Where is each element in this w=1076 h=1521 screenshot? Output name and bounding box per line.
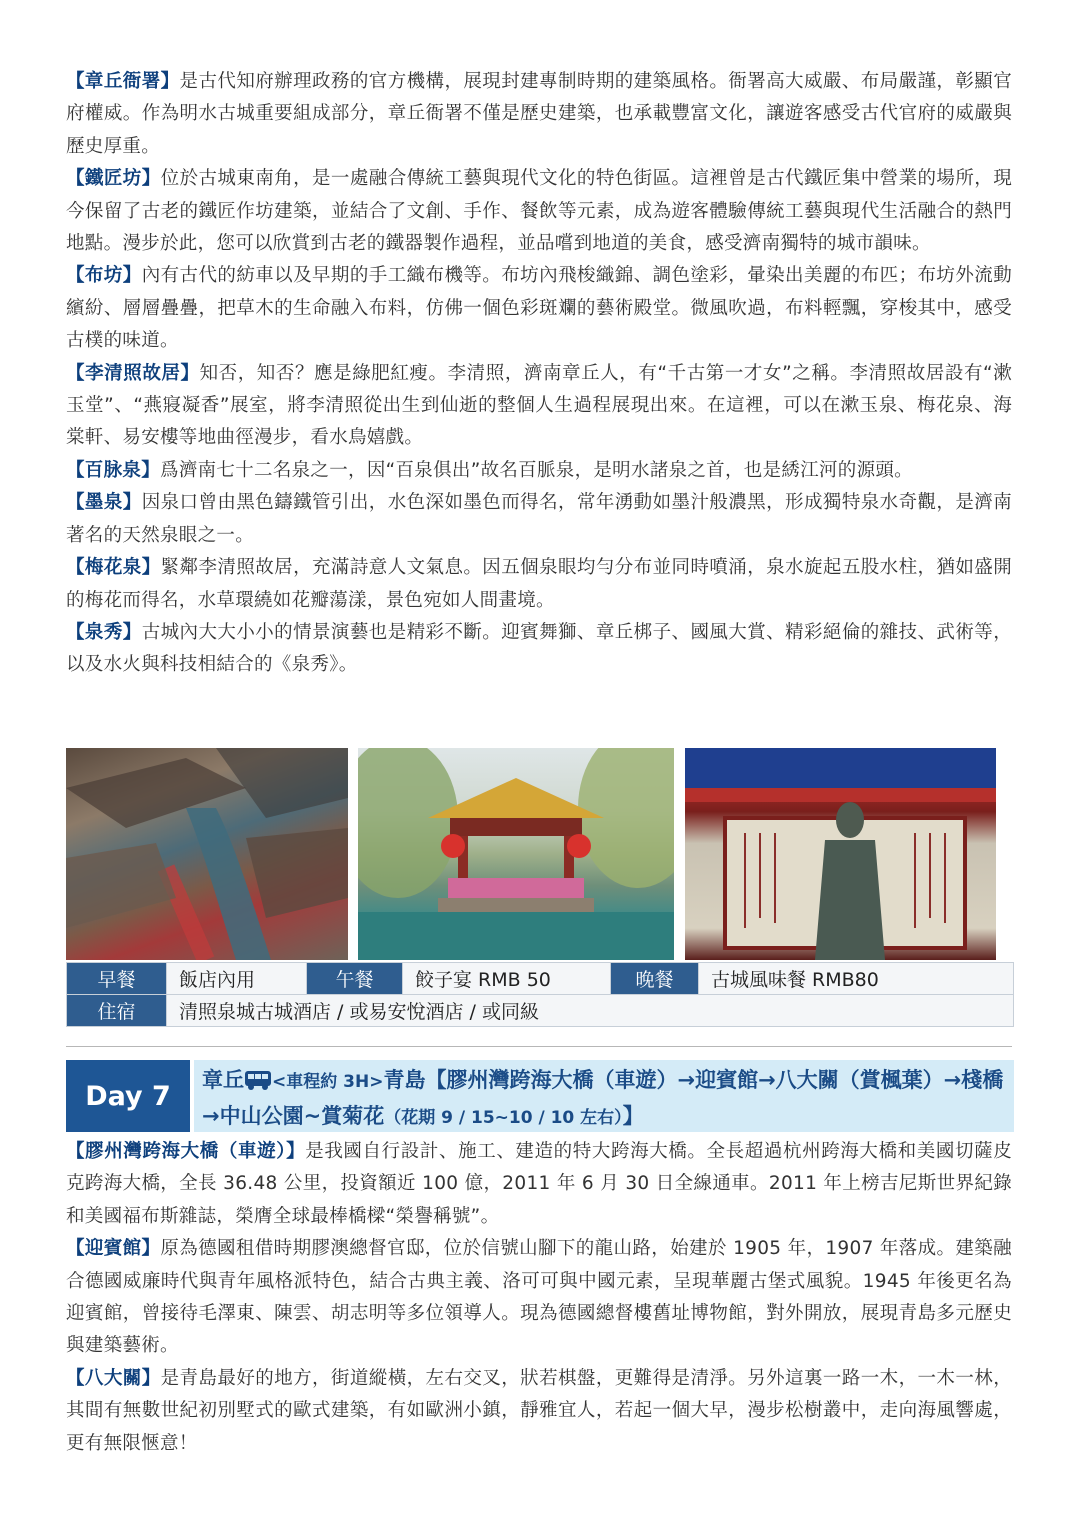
section-text: 古城內大大小小的情景演藝也是精彩不斷。迎賓舞獅、章丘梆子、國風大賞、精彩絕倫的雜技、武術等，以及水火與科技相結合的《泉秀》。 bbox=[66, 621, 1013, 676]
section-title: 【泉秀】 bbox=[66, 621, 142, 643]
drive-time: <車程約 3H> bbox=[272, 1072, 384, 1092]
section-title: 【鐵匠坊】 bbox=[66, 168, 161, 190]
attraction-list-bottom bbox=[66, 1136, 1012, 1460]
section-text: 是青島最好的地方，街道縱橫，左右交叉，狀若棋盤，更難得是清淨。另外這裏一路一木，一木一林，其間有無數世紀初別墅式的歐式建築，有如歐洲小鎮，靜雅宜人，若起一個大早，漫步松樹叢中，走向海風響處，更有無限愜意！ bbox=[66, 1367, 1012, 1454]
section-text: 位於古城東南角，是一處融合傳統工藝與現代文化的特色街區。這裡曾是古代鐵匠集中營業的場所，現今保留了古老的鐵匠作坊建築，並結合了文創、手作、餐飲等元素，成為遊客體驗傳統工藝與現代生活融合的熱門地點。漫步於此，您可以欣賞到古老的鐵器製作過程，並品嚐到地道的美食，感受濟南獨特的城市韻味。 bbox=[66, 168, 1012, 255]
section-li-qingzhao-residence bbox=[66, 358, 1012, 455]
section-text: 緊鄰李清照故居，充滿詩意人文氣息。因五個泉眼均勻分布並同時噴涌，泉水旋起五股水柱，猶如盛開的梅花而得名，水草環繞如花瓣蕩漾，景色宛如人間畫境。 bbox=[66, 557, 1012, 611]
section-divider bbox=[66, 1046, 1012, 1047]
section-mo-spring bbox=[66, 487, 1012, 552]
section-text: 原為德國租借時期膠澳總督官邸，位於信號山腳下的龍山路，始建於 1905 年，1907 年落成。建築融合德國威廉時代與青年風格派特色，結合古典主義、洛可可與中國元素，呈現華麗古堡式風貌。1945 年後更名為迎賓館，曾接待毛澤東、陳雲、胡志明等多位領導人。現為德國總督樓舊址博物館，對外開放，展現青島多元歷史與建築藝術。 bbox=[66, 1238, 1012, 1357]
photo-pavilion-spring bbox=[358, 748, 674, 960]
day-title-close: 】 bbox=[622, 1104, 644, 1128]
section-baimai-spring bbox=[66, 455, 1012, 487]
section-text: 是我國自行設計、施工、建造的特大跨海大橋。全長超過杭州跨海大橋和美國切薩皮克跨海大橋，全長 36.48 公里，投資額近 100 億，2011 年 6 月 30 日全線通車。2011 年上榜吉尼斯世界紀錄和美國福布斯雜誌，榮膺全球最棒橋樑“榮譽稱號”。 bbox=[66, 1141, 1012, 1227]
section-text: 因泉口曾由黑色鑄鐵管引出，水色深如墨色而得名，常年湧動如墨汁般濃黑，形成獨特泉水奇觀，是濟南著名的天然泉眼之一。 bbox=[66, 492, 1013, 546]
meals-row bbox=[67, 963, 1014, 995]
section-cloth-workshop bbox=[66, 260, 1012, 357]
section-title: 【章丘衙署】 bbox=[66, 71, 180, 92]
day-route: 青島【膠州灣跨海大橋（車遊）→迎賓館→八大關（賞楓葉）→棧橋→中山公園~賞菊花 bbox=[202, 1068, 1004, 1128]
section-text: 是古代知府辦理政務的官方機構，展現封建專制時期的建築風格。衙署高大威嚴、布局嚴謹，彰顯官府權威。作為明水古城重要組成部分，章丘衙署不僅是歷史建築，也承載豐富文化，讓遊客感受古代官府的威嚴與歷史厚重。 bbox=[66, 71, 1012, 157]
section-title: 【布坊】 bbox=[66, 265, 142, 287]
photo-ancient-town-aerial bbox=[66, 748, 348, 960]
section-spring-show bbox=[66, 617, 1012, 682]
section-jiaozhou-bay-bridge bbox=[66, 1136, 1012, 1233]
day-header bbox=[66, 1060, 1014, 1132]
breakfast-value: 飯店內用 bbox=[167, 963, 307, 995]
attraction-list-top bbox=[66, 66, 1012, 682]
section-title: 【八大關】 bbox=[66, 1367, 161, 1389]
day-label: Day 7 bbox=[66, 1060, 190, 1132]
section-text: 爲濟南七十二名泉之一，因“百泉俱出”故名百脈泉，是明水諸泉之首，也是綉江河的源頭。 bbox=[160, 459, 913, 481]
section-title: 【李清照故居】 bbox=[66, 362, 200, 384]
section-zhangqiu-yamen bbox=[66, 66, 1012, 163]
photo-strip bbox=[66, 748, 996, 960]
day-origin: 章丘 bbox=[202, 1068, 244, 1092]
section-text: 內有古代的紡車以及早期的手工織布機等。布坊內飛梭織錦、調色塗彩，暈染出美麗的布匹；布坊外流動繽紛、層層疊疊，把草木的生命融入布料，仿佛一個色彩斑斕的藝術殿堂。微風吹過，布料輕飄，穿梭其中，感受古樸的味道。 bbox=[66, 265, 1013, 352]
flower-period: （花期 9 / 15~10 / 10 左右） bbox=[384, 1108, 623, 1128]
section-title: 【膠州灣跨海大橋（車遊）】 bbox=[66, 1141, 306, 1162]
section-text: 知否，知否？應是綠肥紅瘦。李清照，濟南章丘人，有“千古第一才女”之稱。李清照故居設有“漱玉堂”、“燕寢凝香”展室，將李清照從出生到仙逝的整個人生過程展現出來。在這裡，可以在漱玉泉、梅花泉、海棠軒、易安樓等地曲徑漫步，看水鳥嬉戲。 bbox=[66, 362, 1012, 449]
hotel-row bbox=[67, 995, 1014, 1027]
dinner-label: 晚餐 bbox=[611, 963, 699, 995]
lunch-label: 午餐 bbox=[307, 963, 403, 995]
photo-li-qingzhao-statue bbox=[685, 748, 996, 960]
hotel-label: 住宿 bbox=[67, 995, 167, 1027]
section-title: 【墨泉】 bbox=[66, 492, 142, 514]
section-meihua-spring bbox=[66, 552, 1012, 617]
section-badaguan bbox=[66, 1363, 1012, 1460]
day-title bbox=[194, 1060, 1014, 1132]
lunch-value: 餃子宴 RMB 50 bbox=[403, 963, 611, 995]
meals-table bbox=[66, 962, 1014, 1027]
section-title: 【百脉泉】 bbox=[66, 459, 161, 481]
section-guest-house bbox=[66, 1233, 1012, 1363]
hotel-value: 清照泉城古城酒店 / 或易安悅酒店 / 或同級 bbox=[167, 995, 1014, 1027]
section-title: 【梅花泉】 bbox=[66, 557, 161, 579]
section-blacksmith-workshop bbox=[66, 163, 1012, 260]
breakfast-label: 早餐 bbox=[67, 963, 167, 995]
section-title: 【迎賓館】 bbox=[66, 1238, 161, 1260]
dinner-value: 古城風味餐 RMB80 bbox=[699, 963, 1014, 995]
bus-icon bbox=[244, 1068, 272, 1100]
